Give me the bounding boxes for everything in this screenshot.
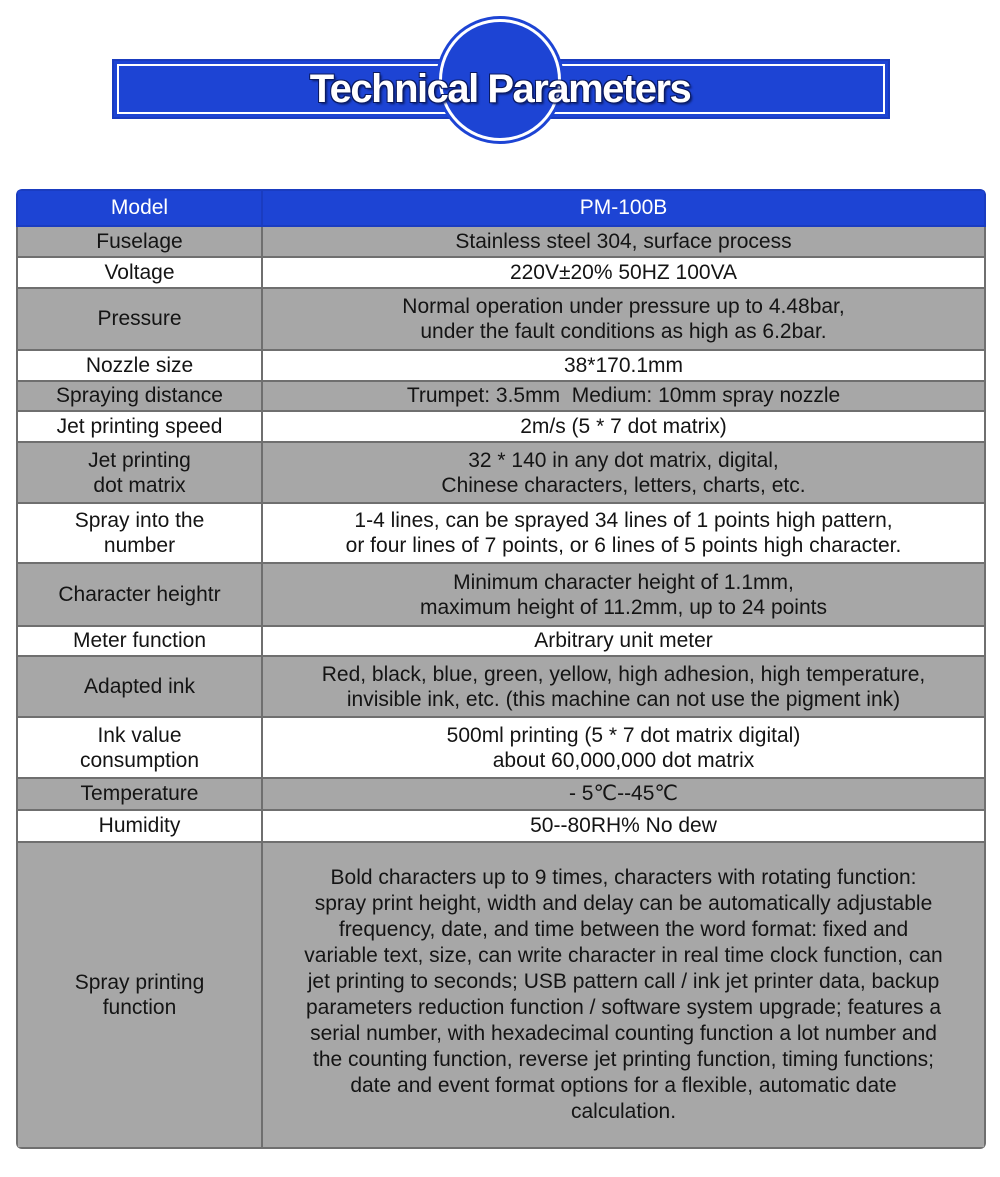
row-value-line: serial number, with hexadecimal counting function a lot number and [310,1022,937,1045]
row-label-line: Jet printing [88,448,191,472]
row-label [17,411,262,442]
table-row [17,288,985,350]
row-value-line: frequency, date, and time between the word format: fixed and [338,918,909,941]
row-label [17,717,262,778]
row-label [17,778,262,810]
row-label-line: number [103,534,176,557]
table-row [17,717,985,778]
row-value [262,563,985,626]
table-row [17,810,985,842]
row-value-line: Stainless steel 304, surface process [455,229,792,253]
row-label-line: dot matrix [93,473,186,497]
row-value [262,411,985,442]
row-label-line: Humidity [98,814,181,837]
row-value [262,778,985,810]
row-value-line: date and event format options for a flexible, automatic date [350,1074,897,1097]
row-value [262,226,985,257]
row-value-line: about 60,000,000 dot matrix [492,748,755,772]
row-label-line: Spray into the [74,509,205,532]
table-row [17,226,985,257]
row-value [262,288,985,350]
row-value [262,442,985,503]
row-value-line: maximum height of 11.2mm, up to 24 points [420,595,827,619]
row-label [17,442,262,503]
page-title: Technical Parameters [309,67,691,111]
row-label [17,563,262,626]
row-value-line: 220V±20% 50HZ 100VA [509,260,738,284]
row-value-line: spray print height, width and delay can be automatically adjustable [314,892,933,915]
row-label [17,381,262,411]
table-row [17,503,985,563]
row-value [262,257,985,288]
row-value-line: invisible ink, etc. (this machine can not use the pigment ink) [346,687,901,711]
table-row [17,842,985,1148]
row-label [17,656,262,717]
row-value-line: - 5℃--45℃ [568,782,679,805]
row-label-line: Temperature [80,782,199,805]
row-value-line: jet printing to seconds; USB pattern call / ink jet printer data, backup [307,970,940,993]
row-value-line: Arbitrary unit meter [534,629,713,652]
row-label-line: Nozzle size [85,353,194,377]
row-value [262,350,985,381]
row-label [17,288,262,350]
row-value-line: parameters reduction function / software system upgrade; features a [306,996,941,1019]
row-value [262,626,985,656]
row-value-line: Normal operation under pressure up to 4.48bar, [402,295,845,318]
row-value-line: calculation. [570,1100,677,1123]
table-row [17,350,985,381]
row-label-line: Ink value [97,723,182,747]
row-label [17,626,262,656]
row-label [17,503,262,563]
row-value-line: under the fault conditions as high as 6.2bar. [420,320,827,343]
row-value [262,842,985,1148]
header-value: PM-100B [262,190,985,226]
row-label [17,350,262,381]
row-value [262,810,985,842]
row-label-line: Spray printing [74,971,205,994]
row-value-line: Red, black, blue, green, yellow, high adhesion, high temperature, [321,662,926,686]
row-value-line: 2m/s (5 * 7 dot matrix) [520,414,727,438]
row-label [17,257,262,288]
row-value-line: Bold characters up to 9 times, characters with rotating function: [330,866,917,889]
row-label-line: Jet printing speed [56,414,223,438]
row-value-line: the counting function, reverse jet printing function, timing functions; [312,1048,935,1071]
row-value-line: 38*170.1mm [563,353,684,377]
table-row [17,626,985,656]
row-value-line: Minimum character height of 1.1mm, [453,570,794,594]
row-label-line: Meter function [72,629,207,652]
row-label [17,810,262,842]
row-label-line: Pressure [97,307,182,330]
row-label-line: function [102,996,177,1019]
row-label-line: Voltage [104,260,175,284]
row-label-line: Character heightr [58,582,221,606]
row-value-line: or four lines of 7 points, or 6 lines of 5 points high character. [345,534,902,557]
row-value [262,656,985,717]
header-label: Model [17,190,262,226]
table-row [17,442,985,503]
row-value [262,503,985,563]
row-value-line: 1-4 lines, can be sprayed 34 lines of 1 points high pattern, [354,509,893,532]
row-label-line: Spraying distance [56,384,223,407]
row-label [17,226,262,257]
table-header-row [17,190,985,226]
table-row [17,411,985,442]
row-label [17,842,262,1148]
row-label-line: consumption [79,748,200,772]
table-row [17,778,985,810]
row-value [262,717,985,778]
row-value-line: 500ml printing (5 * 7 dot matrix digital) [446,723,801,747]
row-value-line: 50--80RH% No dew [530,814,717,837]
row-label-line: Adapted ink [84,674,195,698]
table-row [17,563,985,626]
row-label-line: Fuselage [96,229,183,253]
row-value [262,381,985,411]
table-row [17,656,985,717]
table-row [17,381,985,411]
technical-parameters-table [16,189,986,1149]
row-value-line: 32 * 140 in any dot matrix, digital, [468,448,779,472]
row-value-line: Chinese characters, letters, charts, etc. [441,473,806,497]
table-row [17,257,985,288]
row-value-line: variable text, size, can write character in real time clock function, can [304,944,943,967]
row-value-line: Trumpet: 3.5mm Medium: 10mm spray nozzle [406,384,841,407]
